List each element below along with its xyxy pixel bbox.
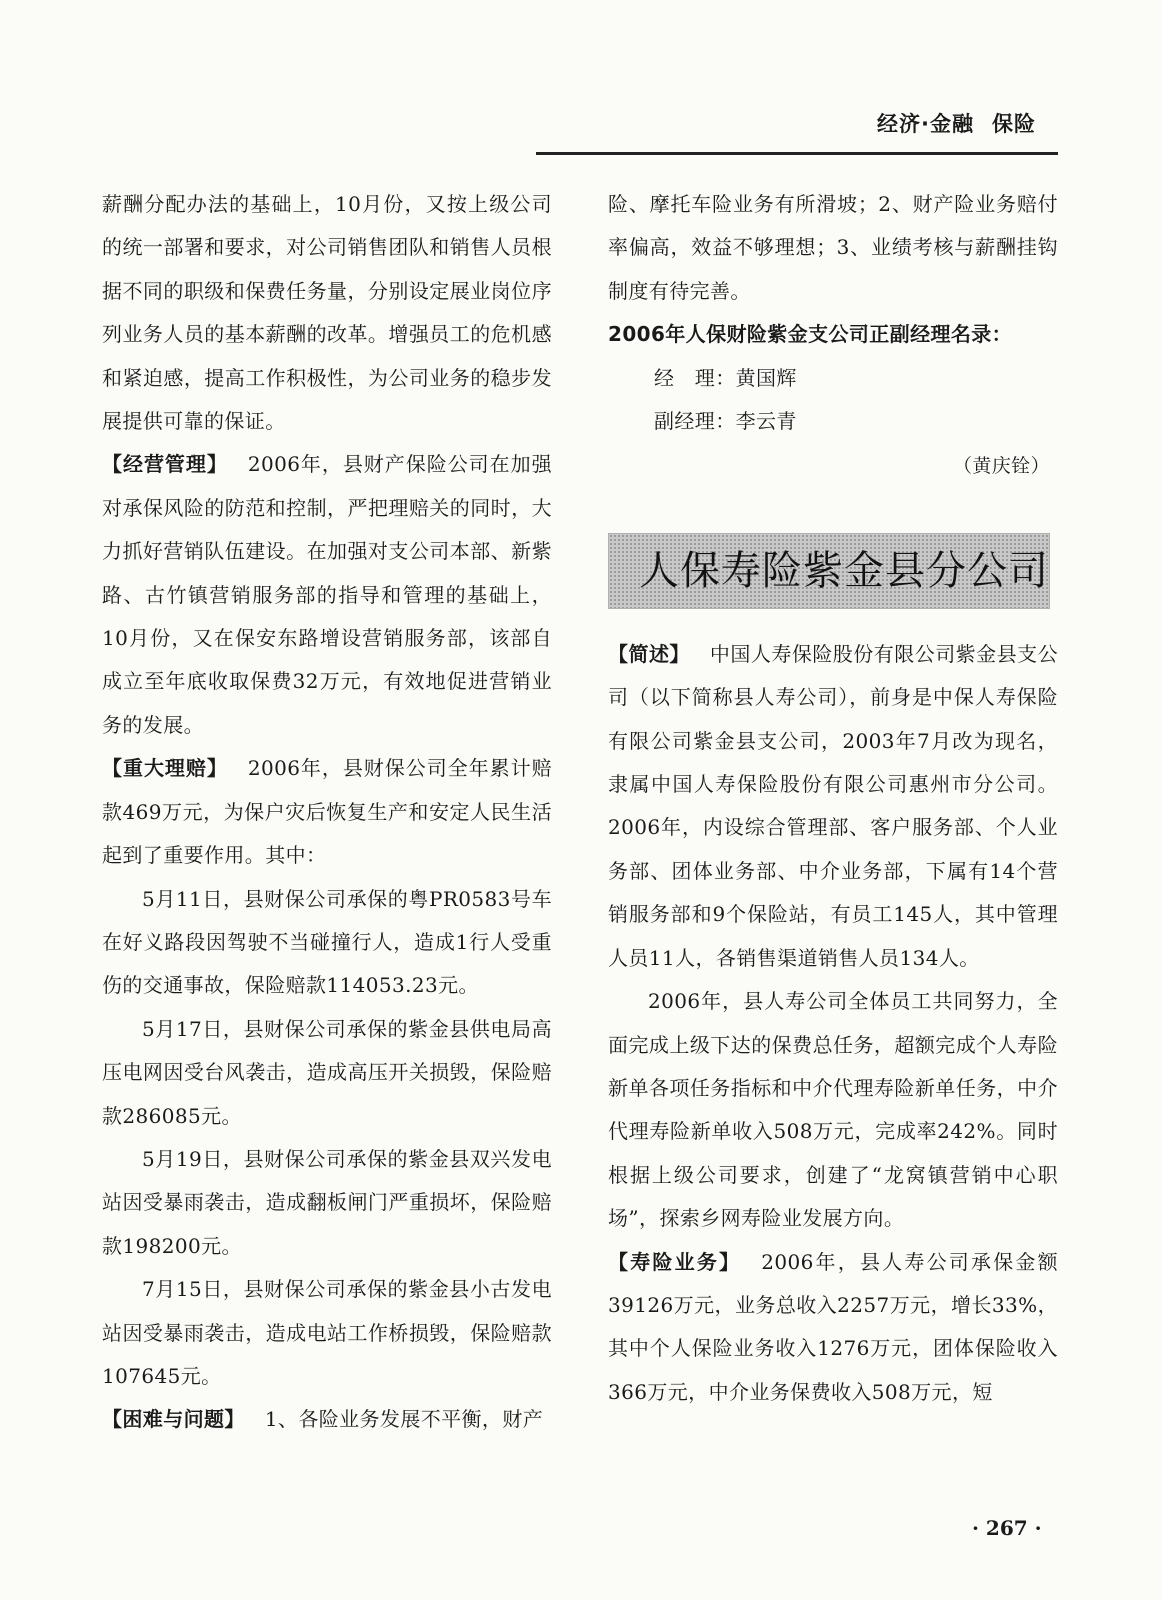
- label-intro: 【简述】: [608, 641, 690, 666]
- claim-item: 5月19日，县财保公司承保的紫金县双兴发电站因受暴雨袭击，造成翻板闸门严重损坏，保险赔款198200元。: [102, 1146, 552, 1258]
- label-management: 【经营管理】: [102, 452, 228, 477]
- text-management: 2006年，县财产保险公司在加强对承保风险的防范和控制，严把理赔关的同时，大力抓好营销队伍建设。在加强对支公司本部、新紫路、古竹镇营销服务部的指导和管理的基础上，10月份，又在保安东路增设营销服务部，该部自成立至年底收取保费32万元，有效地促进营销业务的发展。: [102, 452, 552, 737]
- roster-deputy: 副经理：李云青: [654, 409, 797, 434]
- text-major-claims: 2006年，县财保公司全年累计赔款469万元，为保户灾后恢复生产和安定人民生活起到了重要作用。其中：: [102, 756, 552, 868]
- paragraph-issues-continued: 险、摩托车险业务有所滑坡；2、财产险业务赔付率偏高，效益不够理想；3、业绩考核与薪酬挂钩制度有待完善。: [608, 192, 1058, 303]
- paragraph-salary: 薪酬分配办法的基础上，10月份，又按上级公司的统一部署和要求，对公司销售团队和销售人员根据不同的职级和保费任务量，分别设定展业岗位序列业务人员的基本薪酬的改革。增强员工的危机感和紧迫感，提高工作积极性，为公司业务的稳步发展提供可靠的保证。: [102, 192, 552, 434]
- header-subsection: 保险: [992, 112, 1036, 136]
- text-issues: 1、各险业务发展不平衡，财产: [264, 1407, 544, 1432]
- label-issues: 【困难与问题】: [102, 1407, 245, 1432]
- section-issues: [102, 1398, 552, 1441]
- paragraph-achievements: 2006年，县人寿公司全体员工共同努力，全面完成上级下达的保费总任务，超额完成个人寿险新单各项任务指标和中介代理寿险新单任务，中介代理寿险新单收入508万元，完成率242%。同时根据上级公司要求，创建了“龙窝镇营销中心职场”，探索乡网寿险业发展方向。: [608, 989, 1058, 1231]
- roster-title: 2006年人保财险紫金支公司正副经理名录：: [608, 322, 1013, 347]
- header-section: 经济·金融: [877, 112, 974, 136]
- author-credit: （黄庆铨）: [952, 455, 1050, 478]
- claim-item: 7月15日，县财保公司承保的紫金县小古发电站因受暴雨袭击，造成电站工作桥损毁，保险赔款107645元。: [102, 1277, 552, 1388]
- label-major-claims: 【重大理赔】: [102, 756, 228, 781]
- text-life-business: 2006年，县人寿公司承保金额39126万元，业务总收入2257万元，增长33%，其中个人保险业务收入1276万元，团体保险收入366万元，中介业务保费收入508万元，短: [608, 1249, 1058, 1404]
- left-column: [102, 183, 552, 1442]
- page-number: · 267 ·: [972, 1516, 1042, 1540]
- running-header: [0, 108, 1036, 138]
- section-intro: [608, 633, 1058, 980]
- section-major-claims: [102, 747, 552, 877]
- header-rule: [536, 152, 1058, 155]
- section-life-business: [608, 1241, 1058, 1415]
- section-management: [102, 443, 552, 747]
- claim-item: 5月11日，县财保公司承保的粤PR0583号车在好义路段因驾驶不当碰撞行人，造成1行人受重伤的交通事故，保险赔款114053.23元。: [102, 886, 552, 998]
- banner-title: 人保寿险紫金县分公司: [639, 547, 1049, 594]
- right-column: [608, 183, 1058, 1414]
- label-life-business: 【寿险业务】: [608, 1249, 742, 1274]
- roster-manager: 经 理：黄国辉: [654, 365, 797, 390]
- claim-item: 5月17日，县财保公司承保的紫金县供电局高压电网因受台风袭击，造成高压开关损毁，保险赔款286085元。: [102, 1016, 552, 1128]
- section-banner: [608, 533, 1050, 609]
- text-intro: 中国人寿保险股份有限公司紫金县支公司（以下简称县人寿公司），前身是中保人寿保险有限公司紫金县支公司，2003年7月改为现名，隶属中国人寿保险股份有限公司惠州市分公司。2006年，内设综合管理部、客户服务部、个人业务部、团体业务部、中介业务部，下属有14个营销服务部和9个保险站，有员工145人，其中管理人员11人，各销售渠道销售人员134人。: [608, 641, 1058, 970]
